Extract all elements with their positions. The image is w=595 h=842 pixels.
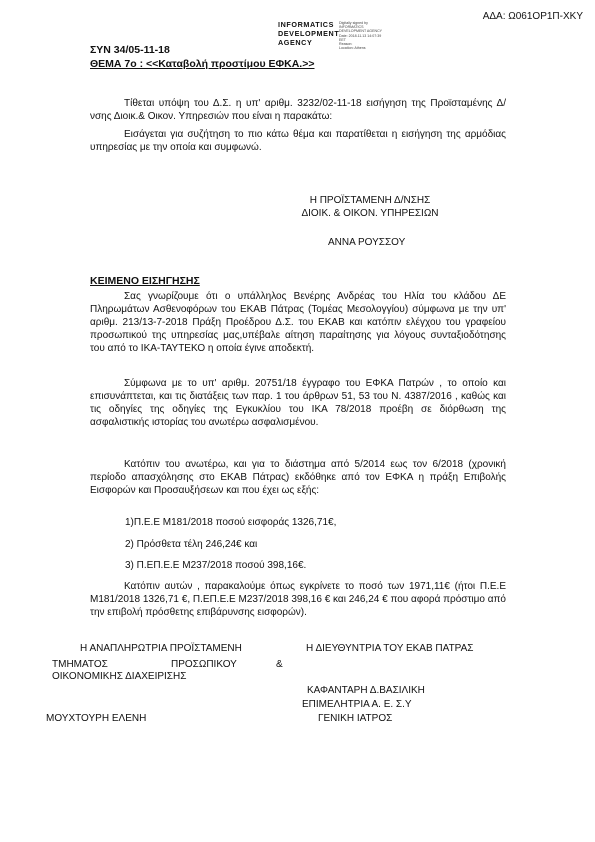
digital-signature-stamp: [278, 20, 403, 50]
stamp-agency-name: [278, 20, 339, 47]
left-signatory-name: ΜΟΥΧΤΟΥΡΗ ΕΛΕΝΗ: [46, 713, 147, 724]
body-paragraph-4: Κατόπιν αυτών , παρακαλούμε όπως εγκρίνετε το ποσό των 1971,11€ (ήτοι Π.Ε.Ε Μ181/2018 1326,71 €, Π.ΕΠ.Ε.Ε Μ237/2018 398,16 € και 246,24 € που αφορά πρόστιμο από την επιβολή πρόσθετης επιβάρυνσης εισφορών).: [90, 581, 506, 618]
stamp-line: AGENCY: [278, 38, 313, 47]
left-signatory-title: Η ΑΝΑΠΛΗΡΩΤΡΙΑ ΠΡΟΪΣΤΑΜΕΝΗ: [80, 643, 242, 654]
right-signatory-title: ΕΠΙΜΕΛΗΤΡΙΑ Α. Ε. Σ.Υ: [302, 699, 412, 710]
director-title-line: ΔΙΟΙΚ. & ΟΙΚΟΝ. ΥΠΗΡΕΣΙΩΝ: [301, 208, 439, 219]
list-item: 1)Π.Ε.Ε Μ181/2018 ποσού εισφοράς 1326,71€,: [125, 517, 337, 528]
stamp-detail-line: INFORMATICS: [339, 25, 364, 30]
left-signatory-title: ΠΡΟΣΩΠΙΚΟΥ: [171, 659, 237, 670]
session-number: ΣΥΝ 34/05-11-18: [90, 44, 170, 56]
stamp-detail-line: Digitally signed by: [339, 21, 368, 25]
subject-line: ΘΕΜΑ 7ο : <<Καταβολή προστίμου ΕΦΚΑ.>>: [90, 58, 315, 70]
body-paragraph-1: Σας γνωρίζουμε ότι ο υπάλληλος Βενέρης Ανδρέας του Ηλία του κλάδου ΔΕ Πληρωμάτων Ασθενοφόρων του ΕΚΑΒ Πάτρας (Τομέας Μεσολογγίου) σύμφωνα με την υπ' αριθμ. 213/13-7-2018 Πράξη Προέδρου Δ.Σ. του ΕΚΑΒ και κατόπιν ελέγχου του γραφείου προσωπικού της υπηρεσίας μας,υπέβαλε αίτηση παραίτησης για λόγους συνταξιοδότησης του από το ΙΚΑ-ΤΑΥΤΕΚΟ η οποία έγινε αποδεκτή.: [90, 291, 506, 354]
section-heading: ΚΕΙΜΕΝΟ ΕΙΣΗΓΗΣΗΣ: [90, 275, 200, 287]
stamp-detail-line: EET: [339, 37, 346, 42]
left-signatory-title: ΤΜΗΜΑΤΟΣ: [52, 659, 108, 670]
stamp-detail-line: Date: 2018.11.13 14:07:39: [339, 33, 382, 38]
intro-paragraph-2: Εισάγεται για συζήτηση το πιο κάτω θέμα και παρατίθεται η εισήγηση της αρμόδιας υπηρεσίας με την οποία και συμφωνώ.: [90, 129, 506, 153]
intro-paragraph: Τίθεται υπόψη του Δ.Σ. η υπ' αριθμ. 3232/02-11-18 εισήγηση της Προϊσταμένης Δ/νσης Διοικ.& Οικον. Υπηρεσιών που είναι η παρακάτω:: [90, 98, 506, 122]
stamp-signature-details: [339, 21, 382, 50]
stamp-detail-line: Location: Athens: [339, 46, 366, 51]
stamp-detail-line: DEVELOPMENT AGENCY: [339, 29, 383, 34]
stamp-line: INFORMATICS: [278, 20, 334, 29]
stamp-detail-line: Reason:: [339, 42, 353, 47]
right-signatory-title: ΓΕΝΙΚΗ ΙΑΤΡΟΣ: [318, 713, 393, 724]
body-paragraph-3: Κατόπιν του ανωτέρω, και για το διάστημα από 5/2014 εως τον 6/2018 (χρονική περίοδο απασχόλησης στο ΕΚΑΒ Πάτρας) εκδόθηκε από τον ΕΦΚΑ η πράξη Επιβολής Εισφορών και Προσαυξήσεων και που έχει ως εξής:: [90, 459, 506, 496]
body-paragraph-2: Σύμφωνα με το υπ' αριθμ. 20751/18 έγγραφο του ΕΦΚΑ Πατρών , το οποίο και επισυνάπτεται, και τις διατάξεις των παρ. 1 του άρθρων 51, 53 του Ν. 4387/2016 , καθώς και τις οδηγίες της οδηγίες της Εγκυκλίου του ΙΚΑ 78/2018 προέβη σε διόρθωση της ασφαλιστικής ιστορίας του ανωτέρω ασφαλισμένου.: [90, 378, 506, 428]
director-title: [250, 194, 490, 220]
ada-number: ΑΔΑ: Ω061ΟΡ1Π-ΧΚΥ: [482, 11, 583, 22]
director-name: ΑΝΝΑ ΡΟΥΣΣΟΥ: [328, 237, 406, 248]
list-item: 2) Πρόσθετα τέλη 246,24€ και: [125, 539, 258, 550]
right-signatory-title: Η ΔΙΕΥΘΥΝΤΡΙΑ ΤΟΥ ΕΚΑΒ ΠΑΤΡΑΣ: [306, 643, 474, 654]
left-signatory-title: &: [276, 659, 283, 670]
list-item: 3) Π.ΕΠ.Ε.Ε Μ237/2018 ποσού 398,16€.: [125, 560, 307, 571]
left-signatory-title: ΟΙΚΟΝΟΜΙΚΗΣ ΔΙΑΧΕΙΡΙΣΗΣ: [52, 671, 187, 682]
director-title-line: Η ΠΡΟΪΣΤΑΜΕΝΗ Δ/ΝΣΗΣ: [309, 195, 431, 206]
right-signatory-name: ΚΑΦΑΝΤΑΡΗ Δ.ΒΑΣΙΛΙΚΗ: [307, 685, 425, 696]
stamp-line: DEVELOPMENT: [278, 29, 340, 38]
